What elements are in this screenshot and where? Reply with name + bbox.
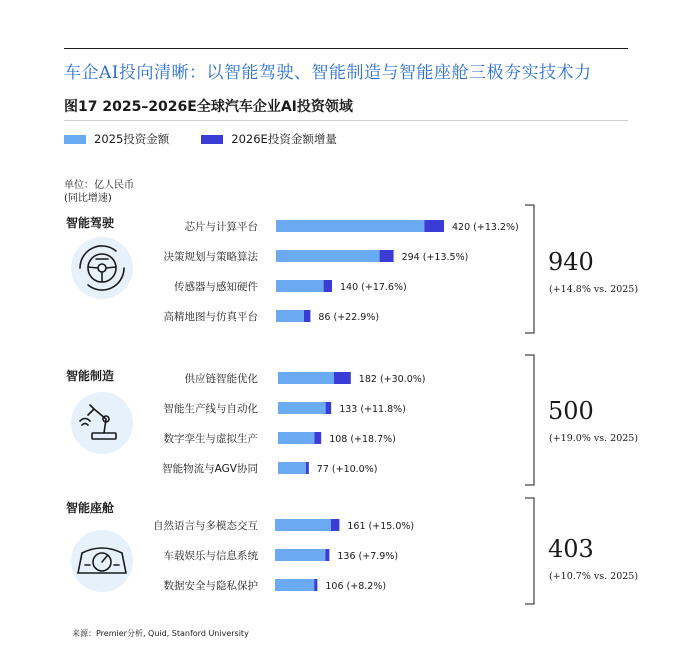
data-label: 161 (+15.0%)	[347, 521, 415, 532]
group-total-growth: (+10.7% vs. 2025)	[549, 571, 639, 582]
category-label: 智能物流与AGV协同	[162, 463, 258, 475]
bar-base	[275, 579, 314, 591]
bar-increment	[314, 432, 321, 444]
bar-increment	[334, 372, 351, 384]
bar-increment	[304, 310, 310, 322]
category-label: 自然语言与多模态交互	[153, 520, 258, 532]
category-label: 智能生产线与自动化	[163, 403, 258, 415]
data-label: 136 (+7.9%)	[337, 551, 399, 562]
group-total: 403	[548, 535, 594, 563]
category-label: 供应链智能优化	[184, 373, 258, 385]
group-3	[66, 498, 638, 604]
category-label: 芯片与计算平台	[184, 221, 258, 233]
data-label: 420 (+13.2%)	[452, 222, 519, 233]
bar-increment	[331, 519, 339, 531]
category-label: 数字孪生与虚拟生产	[163, 433, 258, 445]
bar-increment	[314, 579, 317, 591]
headline: 车企AI投向清晰：以智能驾驶、智能制造与智能座舱三极夯实技术力	[64, 63, 592, 83]
data-label: 182 (+30.0%)	[358, 374, 426, 385]
data-label: 86 (+22.9%)	[318, 312, 380, 323]
unit-line-1: 单位：亿人民币	[64, 180, 134, 191]
category-label: 车载娱乐与信息系统	[163, 550, 258, 562]
category-label: 决策规划与策略算法	[163, 251, 258, 263]
bar-increment	[324, 280, 332, 292]
bar-increment	[306, 462, 309, 474]
bar-base	[278, 462, 306, 474]
group-total: 940	[548, 248, 594, 276]
group-total-growth: (+14.8% vs. 2025)	[549, 284, 639, 295]
group-title: 智能制造	[66, 369, 115, 383]
bar-base	[278, 432, 314, 444]
figure-title: 图17 2025–2026E全球汽车企业AI投资领域	[64, 99, 353, 115]
legend-label-base: 2025投资金额	[94, 132, 170, 146]
group-bracket	[525, 355, 534, 485]
bar-base	[276, 280, 324, 292]
bar-increment	[380, 250, 394, 262]
source-note: 来源：Premier分析, Quid, Stanford University	[72, 629, 249, 638]
data-label: 77 (+10.0%)	[316, 464, 378, 475]
legend-label-increment: 2026E投资金额增量	[231, 132, 337, 146]
bar-base	[276, 220, 424, 232]
bar-increment	[424, 220, 444, 232]
bar-base	[275, 519, 331, 531]
bar-increment	[325, 549, 329, 561]
group-2	[66, 355, 638, 485]
group-1	[66, 205, 638, 333]
icon-background	[71, 392, 133, 454]
category-label: 传感器与感知硬件	[174, 281, 258, 293]
bar-base	[276, 250, 380, 262]
data-label: 140 (+17.6%)	[340, 282, 407, 293]
category-label: 高精地图与仿真平台	[163, 311, 258, 323]
data-label: 108 (+18.7%)	[329, 434, 396, 445]
group-bracket	[525, 498, 534, 604]
group-bracket	[525, 205, 534, 333]
data-label: 133 (+11.8%)	[339, 404, 406, 415]
group-title: 智能座舱	[66, 501, 115, 515]
bar-base	[275, 549, 325, 561]
category-label: 数据安全与隐私保护	[163, 580, 258, 592]
data-label: 294 (+13.5%)	[401, 252, 469, 263]
unit-line-2: (同比增速)	[64, 193, 112, 204]
bar-increment	[326, 402, 332, 414]
group-title: 智能驾驶	[66, 216, 115, 230]
bar-base	[278, 402, 326, 414]
group-total: 500	[548, 397, 594, 425]
group-total-growth: (+19.0% vs. 2025)	[549, 433, 639, 444]
bar-base	[276, 310, 304, 322]
bar-base	[278, 372, 334, 384]
data-label: 106 (+8.2%)	[325, 581, 387, 592]
